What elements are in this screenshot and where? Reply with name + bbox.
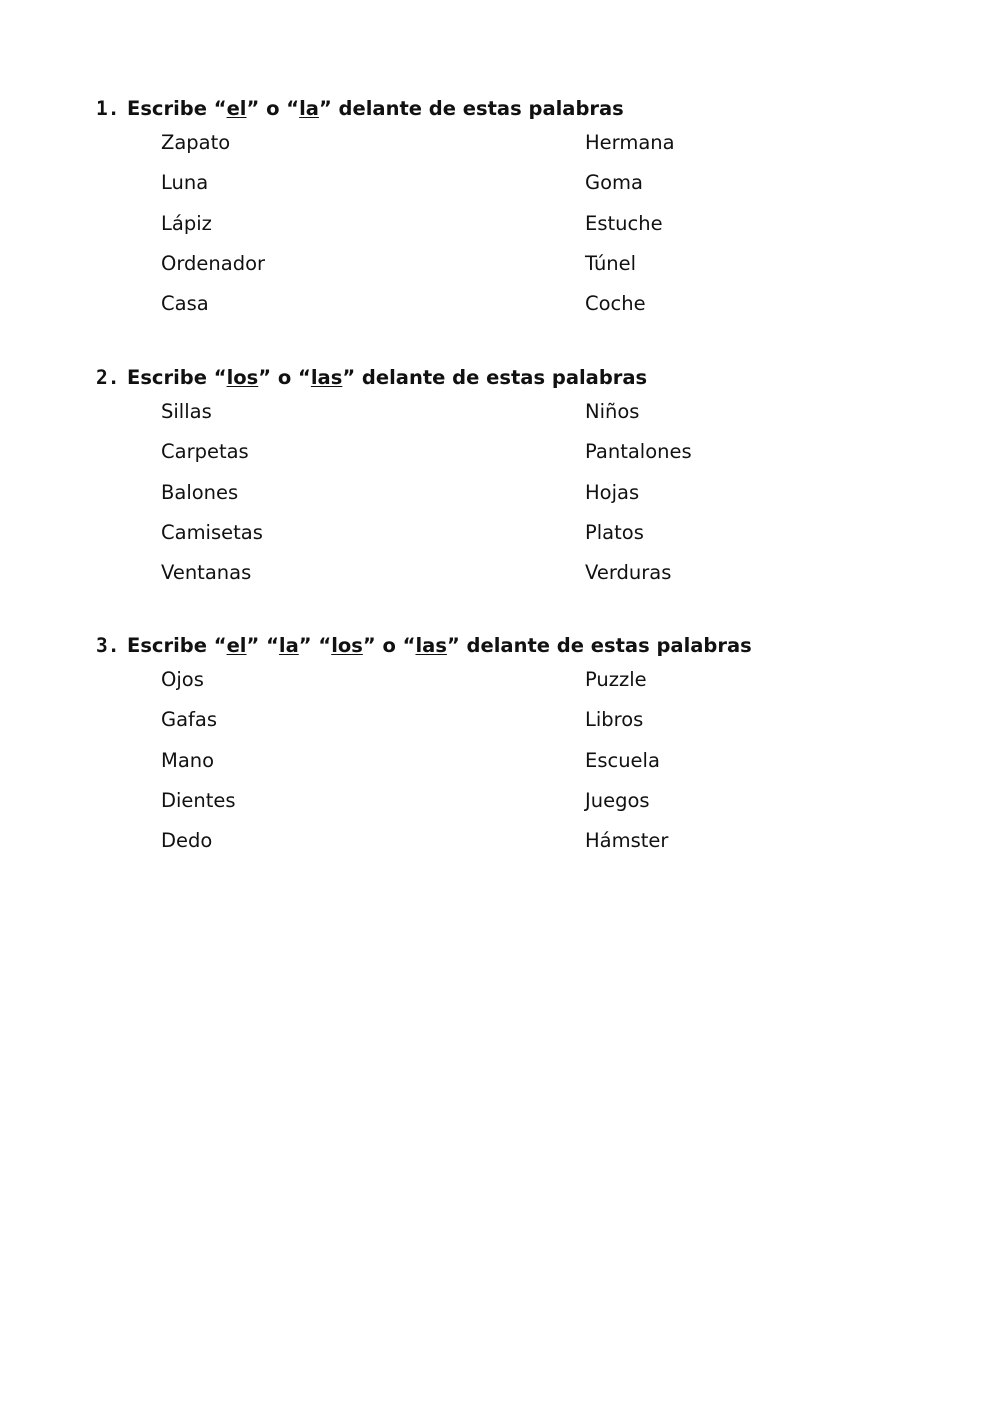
word-item: Puzzle [585,668,647,691]
article-el: el [226,634,247,657]
word-item: Escuela [585,748,660,772]
word-item: Dedo [161,829,213,853]
word-list [96,398,956,599]
word-item: Casa [161,292,209,316]
word-item: Ojos [161,668,204,691]
word-row [96,747,956,787]
word-row [96,129,956,169]
word-item: Dientes [161,788,236,812]
word-row [96,666,956,706]
heading-text: ” delante de estas palabras [446,634,752,657]
exercise-number: 1. [96,97,120,120]
word-item: Hojas [585,480,640,504]
heading-text: ” o “ [246,97,300,120]
exercise-3 [96,632,956,867]
word-item: Túnel [585,251,637,275]
exercise-2 [96,364,956,599]
heading-text: Escribe “ [127,634,227,657]
word-item: Pantalones [585,440,692,464]
word-item: Sillas [161,400,212,423]
word-item: Camisetas [161,520,263,544]
word-item: Ventanas [161,561,252,585]
article-el: el [226,97,247,120]
word-item: Niños [585,400,640,423]
heading-text: Escribe “ [127,366,227,389]
heading-text: ” o “ [258,366,311,389]
article-las: las [310,366,343,389]
word-item: Hámster [585,829,669,853]
word-item: Platos [585,520,644,544]
word-row [96,706,956,746]
word-item: Carpetas [161,440,249,464]
exercise-number: 2. [96,366,120,389]
article-la: la [299,97,319,120]
article-los: los [226,366,259,389]
word-item: Lápiz [161,211,212,235]
article-la: la [278,634,299,657]
exercise-2-heading [96,364,956,392]
heading-text: ” o “ [362,634,416,657]
word-row [96,787,956,827]
article-las: las [415,634,447,657]
word-item: Ordenador [161,251,266,275]
word-item: Coche [585,292,646,316]
word-row [96,438,956,478]
word-row [96,210,956,250]
word-item: Goma [585,171,643,195]
word-item: Gafas [161,708,218,732]
word-row [96,169,956,209]
heading-text: ” delante de estas palabras [342,366,648,389]
word-item: Hermana [585,131,675,154]
exercise-1-heading [96,95,956,123]
heading-text: ” “ [298,634,332,657]
word-row [96,479,956,519]
heading-text: ” “ [246,634,279,657]
word-item: Balones [161,480,239,504]
word-list [96,666,956,867]
word-item: Zapato [161,131,231,154]
word-row [96,250,956,290]
heading-text: Escribe “ [127,97,227,120]
exercise-1 [96,95,956,330]
word-row [96,398,956,438]
word-list [96,129,956,330]
word-row [96,519,956,559]
word-row [96,827,956,867]
word-item: Verduras [585,561,672,585]
exercise-3-heading [96,632,956,660]
word-row [96,290,956,330]
word-item: Estuche [585,211,663,235]
exercise-number: 3. [96,634,120,657]
word-item: Mano [161,748,215,772]
word-item: Libros [585,708,644,732]
heading-text: ” delante de estas palabras [318,97,624,120]
article-los: los [331,634,363,657]
word-item: Juegos [585,788,650,812]
word-row [96,559,956,599]
word-item: Luna [161,171,209,195]
